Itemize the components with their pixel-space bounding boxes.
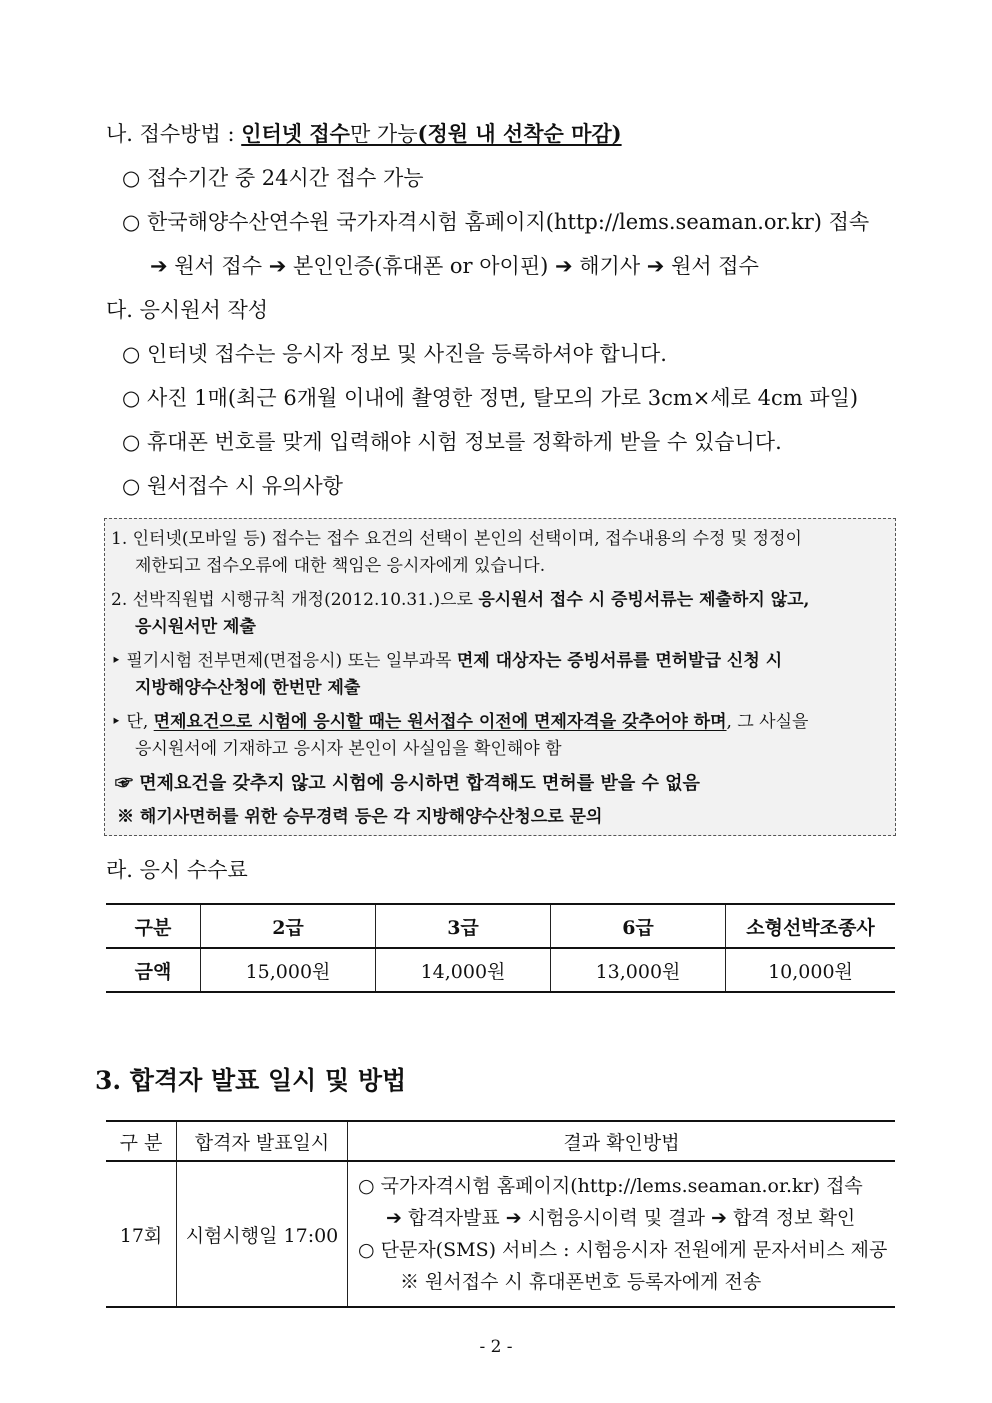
- results-header-round: 구 분: [106, 1121, 177, 1161]
- fee-header-row: [106, 904, 895, 948]
- notice-note: ※ 해기사면허를 위한 승무경력 등은 각 지방해양수산청으로 문의: [117, 807, 603, 827]
- bullet-homepage: ○ 한국해양수산연수원 국가자격시험 홈페이지(http://lems.seaman.or.kr) 접속: [122, 210, 870, 234]
- notice-item1-line1: 1. 인터넷(모바일 등) 접수는 접수 요건의 선택이 본인의 선택이며, 접수내용의 수정 및 정정이: [111, 529, 802, 549]
- fee-header-small-vessel: 소형선박조종사: [726, 904, 896, 948]
- notice-box: [104, 518, 896, 836]
- page-number: - 2 -: [479, 1337, 513, 1357]
- bullet-24h: ○ 접수기간 중 24시간 접수 가능: [122, 166, 424, 190]
- results-table: [106, 1120, 895, 1308]
- notice-sub2-line2: 응시원서에 기재하고 응시자 본인이 사실임을 확인해야 함: [135, 739, 562, 759]
- results-header-row: [106, 1121, 895, 1161]
- results-header-method: 결과 확인방법: [348, 1121, 896, 1161]
- reception-method-heading: [106, 121, 622, 147]
- bullet-phone: ○ 휴대폰 번호를 맞게 입력해야 시험 정보를 정확하게 받을 수 있습니다.: [122, 430, 782, 454]
- results-method-steps: ➔ 합격자발표 ➔ 시험응시이력 및 결과 ➔ 합격 정보 확인: [386, 1207, 856, 1229]
- heading-mid: 만 가능: [349, 122, 418, 146]
- fee-heading: 라. 응시 수수료: [106, 858, 248, 882]
- results-round: 17회: [106, 1161, 177, 1307]
- fee-header-category: 구분: [106, 904, 201, 948]
- fee-amount-label: 금액: [106, 948, 201, 992]
- fee-table: [106, 903, 895, 993]
- fee-grade3-amount: 14,000원: [376, 948, 551, 992]
- results-heading: 3. 합격자 발표 일시 및 방법: [95, 1066, 407, 1095]
- notice-item2-bold: 응시원서 접수 시 증빙서류는 제출하지 않고,: [478, 590, 810, 610]
- results-header-datetime: 합격자 발표일시: [177, 1121, 348, 1161]
- fee-amount-row: [106, 948, 895, 992]
- internet-reception-emphasis: 인터넷 접수: [241, 121, 350, 146]
- bullet-photo: ○ 사진 1매(최근 6개월 이내에 촬영한 정면, 탈모의 가로 3cm×세로 4cm 파일): [122, 386, 859, 410]
- fee-grade6-amount: 13,000원: [551, 948, 726, 992]
- notice-item1-line2: 제한되고 접수오류에 대한 책임은 응시자에게 있습니다.: [135, 556, 546, 576]
- notice-sub2-suffix: , 그 사실을: [726, 712, 809, 732]
- notice-sub2-underline: 면제요건으로 시험에 응시할 때는 원서접수 이전에 면제자격을 갖추어야 하며: [153, 712, 727, 732]
- fee-header-grade6: 6급: [551, 904, 726, 948]
- notice-item2-line2: 응시원서만 제출: [135, 617, 256, 637]
- bullet-register-info: ○ 인터넷 접수는 응시자 정보 및 사진을 등록하셔야 합니다.: [122, 342, 667, 366]
- notice-item2-prefix: 2. 선박직원법 시행규칙 개정(2012.10.31.)으로: [111, 590, 479, 610]
- notice-sub2-prefix: ‣ 단,: [111, 712, 154, 732]
- fee-small-vessel-amount: 10,000원: [726, 948, 896, 992]
- notice-warning: ☞ 면제요건을 갖추지 않고 시험에 응시하면 합격해도 면허를 받을 수 없음: [115, 773, 700, 794]
- notice-sub2-line1: [111, 712, 808, 732]
- notice-sub1-prefix: ‣ 필기시험 전부면제(면접응시) 또는 일부과목: [111, 651, 457, 671]
- heading-prefix: 나. 접수방법 :: [106, 122, 242, 146]
- results-datetime: 시험시행일 17:00: [177, 1161, 348, 1307]
- results-body-row: [106, 1161, 895, 1307]
- results-method-sms: ○ 단문자(SMS) 서비스 : 시험응시자 전원에게 문자서비스 제공: [358, 1239, 888, 1261]
- fee-header-grade2: 2급: [201, 904, 376, 948]
- notice-item2-line1: [111, 590, 809, 610]
- bullet-cautions: ○ 원서접수 시 유의사항: [122, 474, 343, 498]
- first-come-note: (정원 내 선착순 마감): [417, 121, 622, 146]
- notice-sub1-bold: 면제 대상자는 증빙서류를 면허발급 신청 시: [456, 651, 783, 671]
- results-method-sms-note: ※ 원서접수 시 휴대폰번호 등록자에게 전송: [400, 1271, 762, 1293]
- results-method-cell: [348, 1161, 896, 1307]
- bullet-steps: ➔ 원서 접수 ➔ 본인인증(휴대폰 or 아이핀) ➔ 해기사 ➔ 원서 접수: [150, 254, 759, 278]
- notice-sub1-line2: 지방해양수산청에 한번만 제출: [135, 678, 361, 698]
- notice-sub1-line1: [111, 651, 782, 671]
- results-method-homepage: ○ 국가자격시험 홈페이지(http://lems.seaman.or.kr) 접속: [358, 1175, 863, 1197]
- fee-header-grade3: 3급: [376, 904, 551, 948]
- fee-grade2-amount: 15,000원: [201, 948, 376, 992]
- application-heading: 다. 응시원서 작성: [106, 298, 269, 322]
